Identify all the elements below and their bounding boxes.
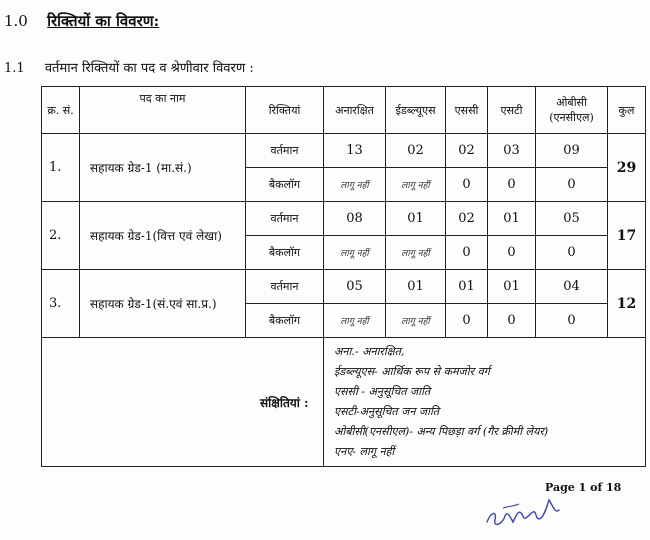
cell-obc: 04 xyxy=(536,270,608,304)
abbreviation-item: एनए- लागू नहीं xyxy=(334,445,395,458)
handwritten-signature xyxy=(483,488,563,532)
cell-sc: 0 xyxy=(446,304,488,338)
col-header-obc: ओबीसी (एनसीएल) xyxy=(536,87,608,134)
section-number: 1.0 xyxy=(4,12,28,30)
abbreviation-item: अना.- अनारक्षित, xyxy=(334,345,405,358)
col-header-sc: एससी xyxy=(446,87,488,134)
cell-sc: 0 xyxy=(446,236,488,270)
cell-ur: लागू नहीं xyxy=(324,304,386,338)
col-header-total: कुल xyxy=(608,87,646,134)
cell-ur: 08 xyxy=(324,202,386,236)
cell-ews: 01 xyxy=(386,270,446,304)
row-sn: 2. xyxy=(42,202,80,270)
row-backlog-label: बैकलॉग xyxy=(246,236,324,270)
abbreviation-item: एसटी-अनुसूचित जन जाति xyxy=(334,405,440,418)
row-total: 29 xyxy=(608,134,646,202)
cell-st: 01 xyxy=(488,270,536,304)
cell-ur: लागू नहीं xyxy=(324,168,386,202)
row-post-name: सहायक ग्रेड-1(सं.एवं सा.प्र.) xyxy=(80,270,246,338)
cell-st: 01 xyxy=(488,202,536,236)
section-title: रिक्तियों का विवरण: xyxy=(47,12,160,30)
row-current-label: वर्तमान xyxy=(246,270,324,304)
col-header-st: एसटी xyxy=(488,87,536,134)
col-header-sn: क्र. सं. xyxy=(42,87,80,134)
cell-sc: 02 xyxy=(446,134,488,168)
col-header-ur: अनारक्षित xyxy=(324,87,386,134)
cell-ews: लागू नहीं xyxy=(386,168,446,202)
row-total: 12 xyxy=(608,270,646,338)
col-header-ews: ईडब्ल्यूएस xyxy=(386,87,446,134)
cell-ews: लागू नहीं xyxy=(386,236,446,270)
abbreviation-item: ओबीसी(एनसीएल)- अन्य पिछड़ा वर्ग (गैर क्रीमी लेयर) xyxy=(334,425,549,438)
abbreviation-item: एससी - अनुसूचित जाति xyxy=(334,385,431,398)
cell-ur: 05 xyxy=(324,270,386,304)
cell-st: 0 xyxy=(488,304,536,338)
cell-obc: 09 xyxy=(536,134,608,168)
row-current-label: वर्तमान xyxy=(246,202,324,236)
abbreviations-row xyxy=(42,338,646,467)
row-backlog-label: बैकलॉग xyxy=(246,168,324,202)
row-post-name: सहायक ग्रेड-1 (मा.सं.) xyxy=(80,134,246,202)
abbreviation-item: ईडब्ल्यूएस- आर्थिक रूप से कमजोर वर्ग xyxy=(334,365,490,378)
subsection-title: वर्तमान रिक्तियों का पद व श्रेणीवार विवरण : xyxy=(44,61,254,76)
vacancy-table xyxy=(41,86,646,467)
page-number: Page 1 of 18 xyxy=(545,481,622,494)
subsection-heading xyxy=(4,58,254,76)
abbreviations-list xyxy=(324,338,646,467)
row-sn: 1. xyxy=(42,134,80,202)
cell-st: 03 xyxy=(488,134,536,168)
row-sn: 3. xyxy=(42,270,80,338)
table-row xyxy=(42,202,646,236)
cell-obc: 0 xyxy=(536,168,608,202)
section-heading xyxy=(4,11,159,31)
col-header-post: पद का नाम xyxy=(80,87,246,134)
cell-obc: 0 xyxy=(536,236,608,270)
cell-ews: 01 xyxy=(386,202,446,236)
cell-ews: लागू नहीं xyxy=(386,304,446,338)
table-header-row xyxy=(42,87,646,134)
col-header-vacancy: रिक्तियां xyxy=(246,87,324,134)
row-current-label: वर्तमान xyxy=(246,134,324,168)
cell-ur: लागू नहीं xyxy=(324,236,386,270)
row-total: 17 xyxy=(608,202,646,270)
cell-ews: 02 xyxy=(386,134,446,168)
cell-sc: 01 xyxy=(446,270,488,304)
subsection-number: 1.1 xyxy=(4,61,25,76)
cell-sc: 0 xyxy=(446,168,488,202)
abbreviations-spacer xyxy=(42,338,246,467)
abbreviations-label: संक्षितियां : xyxy=(246,338,324,467)
cell-st: 0 xyxy=(488,236,536,270)
cell-obc: 0 xyxy=(536,304,608,338)
row-post-name: सहायक ग्रेड-1(वित्त एवं लेखा) xyxy=(80,202,246,270)
cell-ur: 13 xyxy=(324,134,386,168)
cell-obc: 05 xyxy=(536,202,608,236)
cell-sc: 02 xyxy=(446,202,488,236)
table-row xyxy=(42,134,646,168)
cell-st: 0 xyxy=(488,168,536,202)
table-row xyxy=(42,270,646,304)
row-backlog-label: बैकलॉग xyxy=(246,304,324,338)
